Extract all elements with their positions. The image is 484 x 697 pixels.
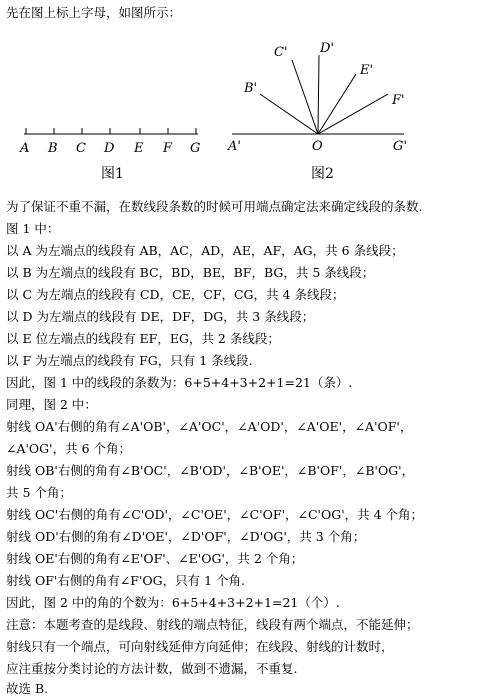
ray-ob [260, 94, 318, 134]
point-label-f: F [163, 141, 173, 156]
text-line: 同理，图 2 中： [6, 397, 97, 412]
ray-oe [318, 74, 356, 134]
ray-od [318, 55, 319, 134]
text-line: 以 A 为左端点的线段有 AB，AC，AD，AE，AF，AG，共 6 条线段； [6, 243, 404, 258]
ray-label-d: D' [320, 41, 334, 56]
text-line: 射线 OA'右侧的角有∠A'OB'，∠A'OC'，∠A'OD'，∠A'OE'，∠A'OF'， [6, 419, 413, 434]
text-line: 注意：本题考查的是线段、射线的端点特征，线段有两个端点，不能延伸； [6, 617, 419, 632]
point-label-g: G [190, 141, 201, 156]
text-line: 射线 OC'右侧的角有∠C'OD'，∠C'OE'，∠C'OF'，∠C'OG'，共 4 个角； [6, 507, 424, 522]
text-line: ∠A'OG'，共 6 个角； [6, 441, 132, 456]
text-line: 射线 OB'右侧的角有∠B'OC'，∠B'OD'，∠B'OE'，∠B'OF'，∠B'OG'， [6, 463, 415, 478]
figures [0, 0, 484, 190]
text-line: 因此，图 1 中的线段的条数为：6+5+4+3+2+1=21（条）. [6, 375, 353, 390]
text-line: 以 E 位左端点的线段有 EF，EG，共 2 条线段； [6, 331, 280, 346]
text-line: 故选 B. [6, 681, 49, 696]
point-label-c: C [76, 141, 86, 156]
figure-2-caption: 图2 [311, 166, 334, 182]
text-line: 以 F 为左端点的线段有 FG，只有 1 条线段. [6, 353, 253, 368]
text-line: 应注重按分类讨论的方法计数，做到不遗漏，不重复. [6, 661, 298, 676]
point-label-e: E [134, 141, 144, 156]
ray-label-f: F' [392, 93, 405, 108]
intro-text: 先在图上标上字母，如图所示： [6, 5, 182, 20]
point-label-a: A [20, 141, 30, 156]
text-line: 射线 OE'右侧的角有∠E'OF'、∠E'OG'，共 2 个角； [6, 551, 304, 566]
text-line: 以 D 为左端点的线段有 DE，DF，DG，共 3 条线段； [6, 309, 315, 324]
text-line: 射线 OD'右侧的角有∠D'OE'，∠D'OF'，∠D'OG'，共 3 个角； [6, 529, 366, 544]
text-line: 射线 OF'右侧的角有∠F'OG，只有 1 个角. [6, 573, 246, 588]
point-label-a-prime: A' [228, 139, 241, 154]
point-label-d: D [104, 141, 115, 156]
text-line: 共 5 个角； [6, 485, 72, 500]
text-line: 为了保证不重不漏，在数线段条数的时候可用端点确定法来确定线段的条数. [6, 199, 423, 214]
point-label-g-prime: G' [393, 139, 407, 154]
text-line: 以 C 为左端点的线段有 CD，CE，CF，CG，共 4 条线段； [6, 287, 345, 302]
text-line: 因此，图 2 中的角的个数为：6+5+4+3+2+1=21（个）. [6, 595, 340, 610]
ray-label-c: C' [274, 45, 288, 60]
text-line: 射线只有一个端点，可向射线延伸方向延伸；在线段、射线的计数时， [6, 639, 394, 654]
ray-of [318, 94, 388, 134]
point-label-b: B [48, 141, 58, 156]
figure-1 [19, 128, 200, 182]
ray-label-e: E' [360, 63, 374, 78]
ray-oc [292, 60, 318, 134]
text-line: 图 1 中： [6, 221, 60, 236]
point-label-o: O [312, 139, 323, 154]
figure-2 [227, 41, 407, 182]
ray-label-b: B' [244, 81, 258, 96]
figure-1-caption: 图1 [101, 166, 124, 182]
text-line: 以 B 为左端点的线段有 BC，BD，BE，BF，BG，共 5 条线段； [6, 265, 375, 280]
